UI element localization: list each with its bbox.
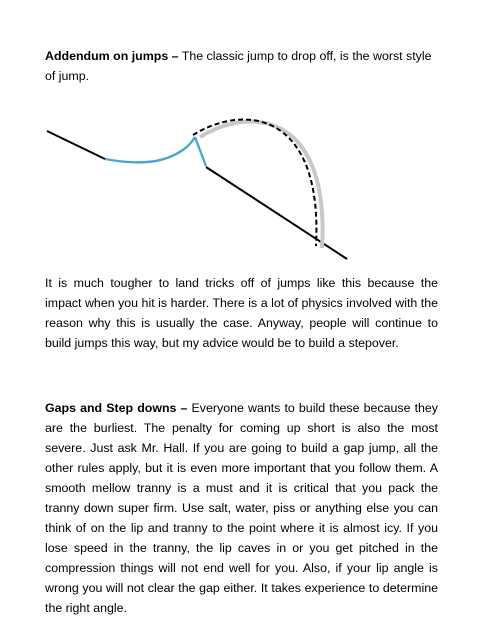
jump-lip-face: [195, 137, 206, 166]
jumps-text: The classic jump to drop off, is the worst style of jump.: [45, 49, 432, 83]
trajectory-shadow: [200, 122, 323, 248]
gaps-heading: Gaps and Step downs –: [45, 401, 188, 415]
landing-slope-line: [206, 167, 347, 259]
gaps-text: Everyone wants to build these because they are the burliest. The penalty for coming up short is also the most severe. Just ask Mr. Hall. If you are going to build a gap jump, all the other rules apply, but it is even more important that you follow them. A smooth mellow tranny is a must and it is critical that you pack the tranny down super firm. Use salt, water, piss or anything else you can think of on the lip and tranny to the point where it is almost icy. If you lose speed in the tranny, the lip caves in or you get pitched in the compression things will not end well for you. Also, if your lip angle is wrong you will not clear the gap either. It takes experience to determine the right angle.: [45, 401, 439, 615]
approach-slope-line: [47, 131, 105, 159]
gaps-paragraph: [45, 398, 438, 618]
impact-paragraph: It is much tougher to land tricks off of jumps like this because the impact when you hit is harder. There is a lot of physics involved with the reason why this is usually the case. Anyway, people will continue to build jumps this way, but my advice would be to build a stepover.: [45, 276, 438, 350]
jump-ramp-curve: [105, 137, 195, 162]
jumps-heading: Addendum on jumps –: [45, 49, 179, 63]
